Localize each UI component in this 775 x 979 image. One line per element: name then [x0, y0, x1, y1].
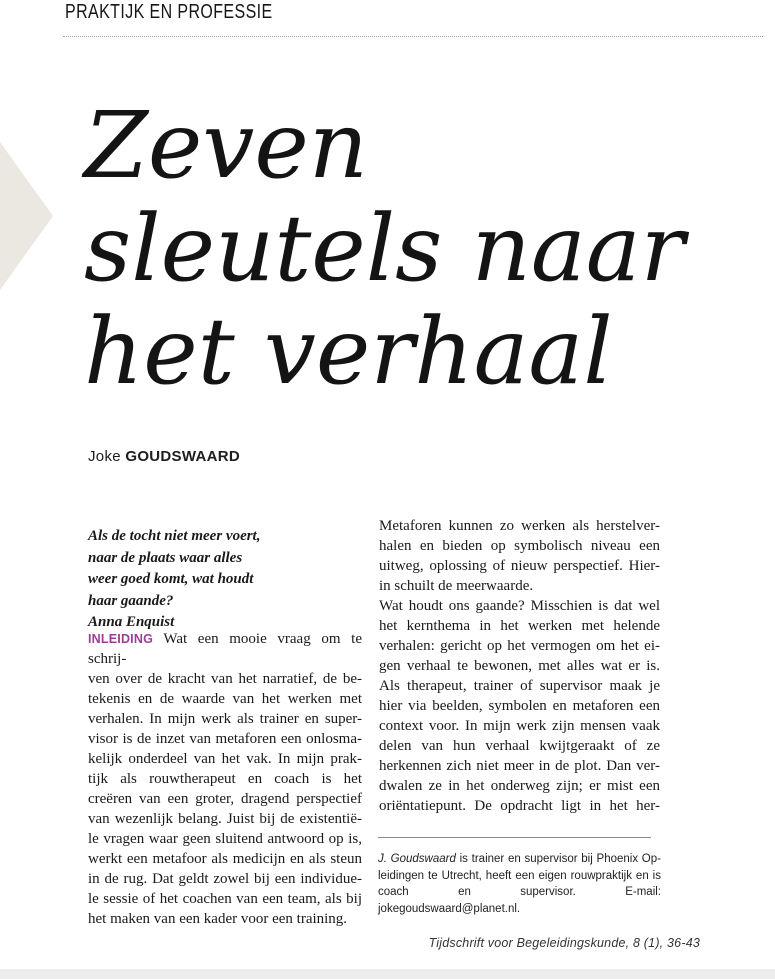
text-line: le vragen waar geen sluitend antwoord op is, [88, 831, 362, 847]
second-column-text [379, 516, 660, 816]
footnote-divider [378, 837, 651, 838]
footnote-lines [378, 868, 661, 918]
text-line: leidingen te Utrecht, heeft een eigen rouwpraktijk en is [378, 869, 661, 882]
text-line: sleutels naar [84, 195, 685, 302]
text-line: hier via beelden, symbolen en metaforen een [379, 698, 660, 714]
author-byline [88, 448, 240, 465]
intro-lines [88, 669, 362, 929]
text-line: Als de tocht niet meer voert, [88, 528, 261, 544]
text-line: het kernthema in het werken met helende [379, 618, 660, 634]
text-line: gen verhaal te bewonen, met alles wat er is. [379, 658, 660, 674]
text-line: Anna Enquist [88, 614, 175, 630]
section-kicker: PRAKTIJK EN PROFESSIE [65, 1, 273, 23]
text-line: oriëntatiepunt. De opdracht ligt in het her- [379, 798, 660, 814]
text-line: halen en bieden op symbolisch niveau een [379, 538, 660, 554]
author-first-name: Joke [88, 448, 121, 465]
text-line: verhalen. In mijn werk als trainer en super- [88, 711, 362, 727]
text-line: het verhaal [84, 298, 613, 405]
journal-citation: Tijdschrift voor Begeleidingskunde, 8 (1), 36-43 [428, 936, 700, 950]
epigraph-quote [88, 526, 362, 634]
text-line: in schuilt de meerwaarde. [379, 578, 534, 594]
text-line: herkennen zich niet meer in de plot. Dan ver- [379, 758, 660, 774]
text-line: kelijk onderdeel van het vak. In mijn prak- [88, 751, 362, 767]
text-line: dwalen ze in het onderweg zijn; er mist een [379, 778, 660, 794]
intro-first-line [88, 629, 362, 669]
text-line: in de rug. Dat geldt zowel bij een individue- [88, 871, 362, 887]
left-arrow-decoration [0, 142, 53, 290]
text-line: creëren van een groter, dragend perspectief [88, 791, 362, 807]
text-line: naar de plaats waar alles [88, 549, 243, 566]
footnote-author-name: J. Goudswaard [378, 853, 456, 865]
text-line: context voor. In mijn werk zijn mensen vaak [379, 718, 660, 734]
intro-label: INLEIDING [88, 632, 153, 646]
text-line: ven over de kracht van het narratief, de be- [88, 671, 362, 687]
text-line: tekenis en de waarde van het werken met [88, 691, 362, 707]
footnote-first-line [378, 851, 661, 868]
intro-paragraph [88, 629, 362, 929]
author-footnote [378, 851, 661, 917]
text-line: van wezenlijk belang. Juist bij de existentië- [88, 811, 362, 827]
text-line: het maken van een kader voor een training. [88, 911, 348, 927]
text-line: Metaforen kunnen zo werken als herstelver- [379, 518, 660, 534]
text-line: haar gaande? [88, 592, 174, 609]
text-line: Zeven [84, 92, 369, 199]
bottom-gray-bar [0, 969, 775, 979]
text-line: le sessie of het coachen van een team, als bij [88, 891, 362, 907]
text-line: werkt een metafoor als medicijn en als steun [88, 851, 362, 867]
text-line: Als therapeut, trainer of supervisor maak je [379, 678, 660, 694]
text-line: weer goed komt, wat houdt [88, 571, 254, 587]
text-line: visor is de inzet van metaforen een onlosma- [88, 731, 362, 747]
intro-first-line-text: Wat een mooie vraag om te schrij- [88, 631, 362, 667]
author-last-name: GOUDSWAARD [125, 448, 241, 465]
text-line: Wat houdt ons gaande? Misschien is dat wel [379, 598, 660, 614]
text-line: delen van hun verhaal kwijtgeraakt of ze [379, 738, 660, 754]
text-line: uitweg, oplossing of nieuw perspectief. Hier- [379, 558, 660, 574]
text-line: verhalen: gericht op het vermogen om het ei- [379, 638, 660, 654]
dotted-divider [63, 36, 763, 37]
text-line: tijk als rouwtherapeut en coach is het [88, 771, 362, 787]
footnote-first-line-text: is trainer en supervisor bij Phoenix Op- [459, 853, 661, 865]
article-title [84, 94, 704, 403]
text-line: coach en supervisor. E-mail: jokegoudswaard@planet.nl. [378, 886, 661, 915]
